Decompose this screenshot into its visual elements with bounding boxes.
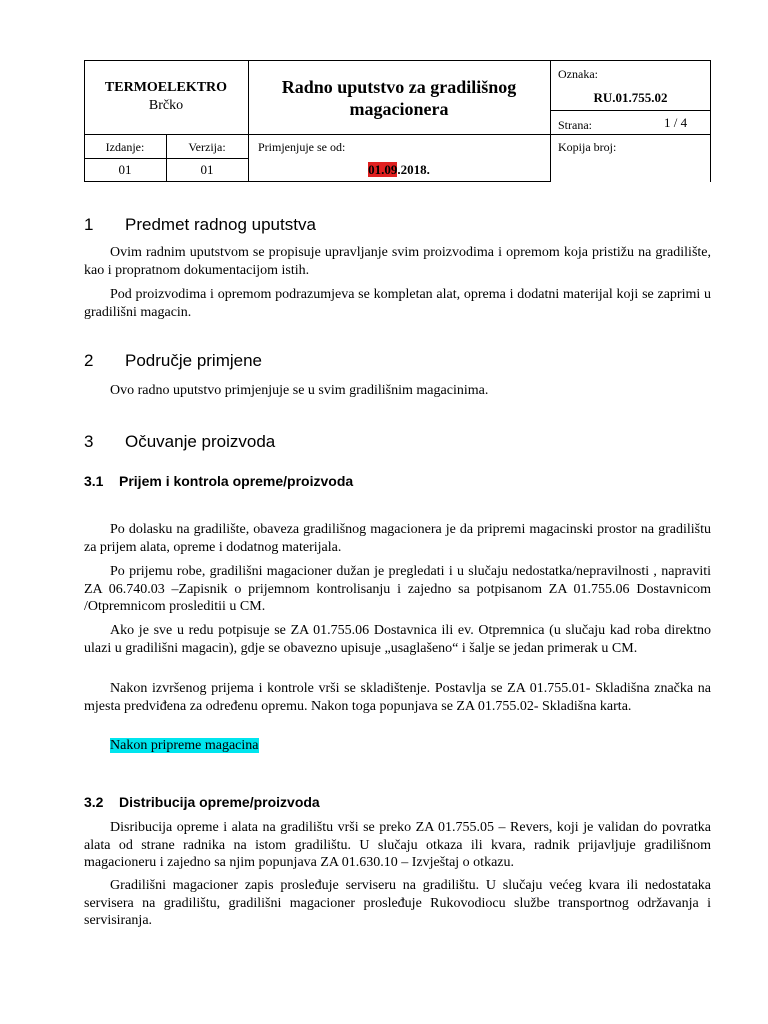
company-block (84, 79, 248, 115)
izdanje-label: Izdanje: (105, 140, 145, 154)
verzija-value: 01 (200, 162, 214, 177)
izdanje-value: 01 (118, 162, 132, 177)
kopija-label: Kopija broj: (558, 140, 617, 154)
section-2-heading (84, 351, 262, 371)
strana-value: 1 / 4 (664, 115, 688, 130)
section-2-number: 2 (84, 351, 94, 370)
section-1-heading (84, 215, 316, 235)
section-3-1-paragraph-5 (84, 737, 711, 755)
section-3-2-paragraph-2: Gradilišni magacioner zapis prosleđuje serviseru na gradilištu. U slučaju većeg kvara ili nedostataka servisera na gradilištu, gradilišni magacioner prosleđuje Rukovodiocu službe transportnog održavanja i servisiranja. (84, 878, 711, 928)
section-3-heading (84, 432, 275, 452)
header-oznaka-line (550, 110, 711, 111)
section-3-2-paragraph-1: Disribucija opreme i alata na gradilištu vrši se preko ZA 01.755.05 – Revers, koji je validan do povratka alata od strane radnika na istom gradilištu. U slučaju otkaza ili kvara, radnik prijavljuje gradilišnom magacioneru i zajedno sa njim popunjava ZA 01.630.10 – Izvještaj o otkazu. (84, 820, 711, 870)
section-3-1-title: Prijem i kontrola opreme/proizvoda (119, 473, 354, 489)
header-divider-2 (550, 60, 551, 182)
section-1-number: 1 (84, 215, 94, 234)
section-3-1-paragraph-4: Nakon izvršenog prijema i kontrole vrši se skladištenje. Postavlja se ZA 01.755.01- Skladišna značka na mjesta predviđena za određenu opremu. Nakon toga popunjava se ZA 01.755.02- Skladišna karta. (84, 681, 711, 714)
section-3-2-heading (84, 794, 320, 811)
strana-label: Strana: (558, 118, 592, 132)
oznaka-label: Oznaka: (558, 67, 598, 81)
document-header (84, 60, 711, 182)
section-1-title: Predmet radnog uputstva (125, 215, 316, 234)
document-title: Radno uputstvo za gradilišnog magacionera (281, 77, 517, 119)
header-border-top (84, 60, 711, 61)
header-row-line (84, 134, 550, 135)
section-3-2-title: Distribucija opreme/proizvoda (119, 794, 320, 810)
date-highlighted: 01.09 (368, 162, 398, 177)
header-strana-line (550, 134, 711, 135)
oznaka-value: RU.01.755.02 (593, 90, 668, 105)
header-border-right (710, 60, 711, 182)
highlighted-text: Nakon pripreme magacina (110, 738, 259, 753)
date-rest: .2018. (397, 162, 430, 177)
section-1-paragraph-1: Ovim radnim uputstvom se propisuje upravljanje svim proizvodima i opremom koja pristižu na gradilište, kao i propratnom dokumentacijom istih. (84, 245, 711, 278)
section-3-1-paragraph-2: Po prijemu robe, gradilišni magacioner dužan je pregledati i u slučaju nedostatka/nepravilnosti , napraviti ZA 06.740.03 –Zapisnik o prijemnom kontrolisanju i zajedno sa potpisanom ZA 01.755.06 Dostavnicom /Otpremnicom prosleditii u CM. (84, 564, 711, 614)
section-3-1-number: 3.1 (84, 473, 104, 489)
primjena-date (248, 162, 550, 178)
company-city: Brčko (148, 98, 184, 113)
header-bottom-left (84, 181, 550, 182)
primjenjuje-label: Primjenjuje se od: (258, 140, 346, 154)
section-3-2-number: 3.2 (84, 794, 104, 810)
section-3-number: 3 (84, 432, 94, 451)
verzija-label: Verzija: (188, 140, 226, 154)
section-3-1-heading (84, 473, 353, 490)
company-name: TERMOELEKTRO (104, 80, 228, 95)
section-3-1-paragraph-1: Po dolasku na gradilište, obaveza gradilišnog magacionera je da pripremi magacinski prostor na gradilištu za prijem alata, opreme i dodatnog materijala. (84, 522, 711, 555)
section-2-paragraph-1: Ovo radno uputstvo primjenjuje se u svim gradilišnim magacinima. (110, 383, 489, 398)
section-3-title: Očuvanje proizvoda (125, 432, 276, 451)
section-3-1-paragraph-3: Ako je sve u redu potpisuje se ZA 01.755.06 Dostavnica ili ev. Otpremnica (u slučaju kad roba direktno ulazi u gradilišni magacin), gdje se obavezno upisuje „usaglašeno“ i šalje se jedan primerak u CM. (84, 623, 711, 656)
section-2-title: Područje primjene (125, 351, 263, 370)
section-1-paragraph-2: Pod proizvodima i opremom podrazumjeva se kompletan alat, oprema i dodatni materijal koji se zaprimi u gradilišni magacin. (84, 287, 711, 320)
